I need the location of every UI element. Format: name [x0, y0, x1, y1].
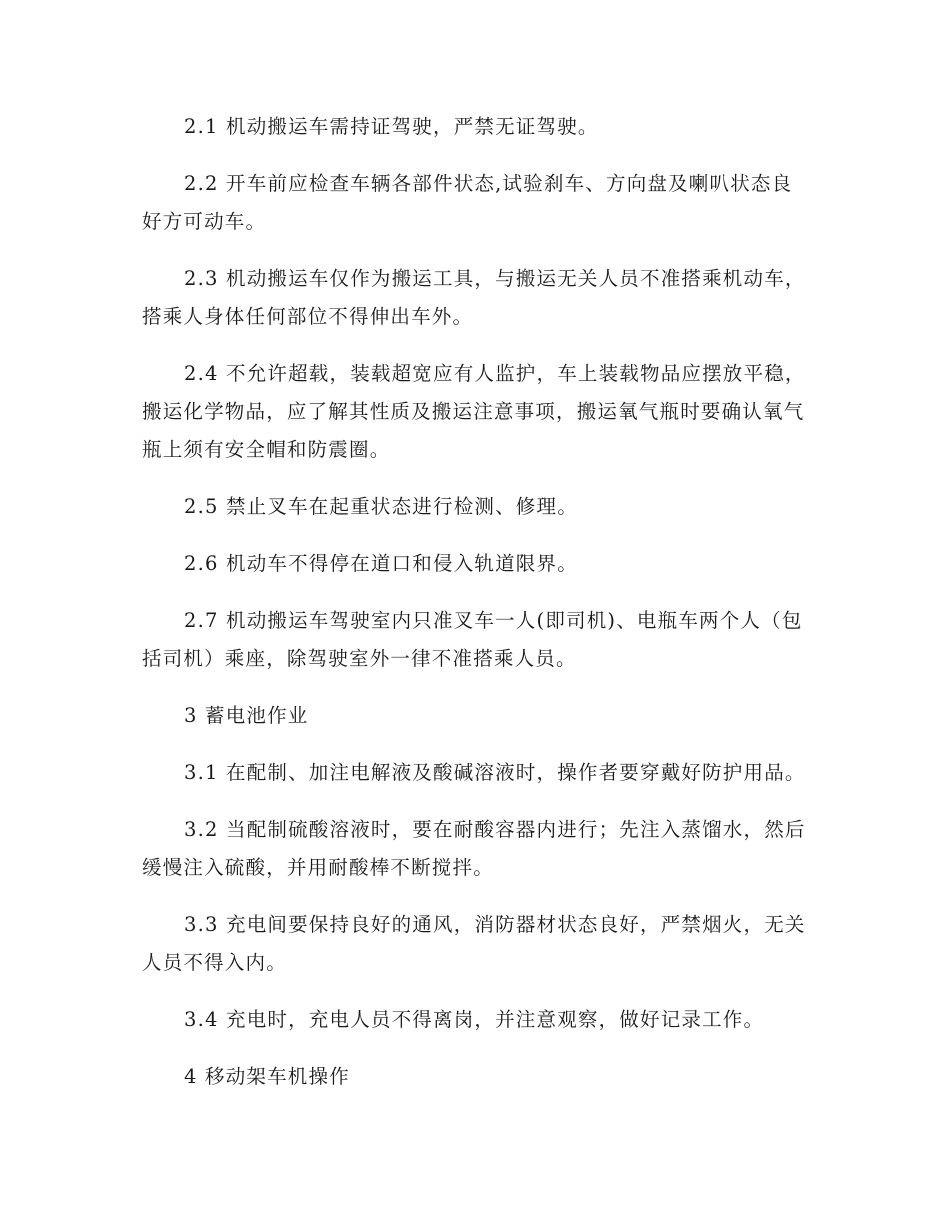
- paragraph-2-5: 2.5 禁止叉车在起重状态进行检测、修理。: [184, 495, 578, 518]
- paragraph-3-4: 3.4 充电时，充电人员不得离岗，并注意观察，做好记录工作。: [184, 1008, 765, 1031]
- paragraph-2-2: 2.2 开车前应检查车辆各部件状态,试验刹车、方向盘及喇叭状态良好方可动车。: [142, 172, 793, 233]
- paragraph-2-1: 2.1 机动搬运车需持证驾驶，严禁无证驾驶。: [184, 115, 599, 138]
- paragraph-2-3: 2.3 机动搬运车仅作为搬运工具，与搬运无关人员不准搭乘机动车，搭乘人身体任何部位不得伸出车外。: [142, 267, 806, 328]
- paragraph-3-3: 3.3 充电间要保持良好的通风，消防器材状态良好，严禁烟火，无关人员不得入内。: [142, 913, 806, 974]
- paragraph-3-2: 3.2 当配制硫酸溶液时，要在耐酸容器内进行；先注入蒸馏水，然后缓慢注入硫酸，并用耐酸棒不断搅拌。: [142, 818, 806, 879]
- section-heading-4: 4 移动架车机操作: [184, 1065, 350, 1088]
- paragraph-2-6: 2.6 机动车不得停在道口和侵入轨道限界。: [184, 552, 578, 575]
- paragraph-2-7: 2.7 机动搬运车驾驶室内只准叉车一人(即司机)、电瓶车两个人（包括司机）乘座，除驾驶室外一律不准搭乘人员。: [142, 609, 803, 670]
- paragraph-2-4: 2.4 不允许超载，装载超宽应有人监护，车上装载物品应摆放平稳，搬运化学物品，应了解其性质及搬运注意事项，搬运氧气瓶时要确认氧气瓶上须有安全帽和防震圈。: [142, 362, 806, 461]
- section-heading-3: 3 蓄电池作业: [184, 704, 309, 727]
- document-page: [142, 108, 812, 1115]
- paragraph-3-1: 3.1 在配制、加注电解液及酸碱溶液时，操作者要穿戴好防护用品。: [184, 761, 806, 784]
